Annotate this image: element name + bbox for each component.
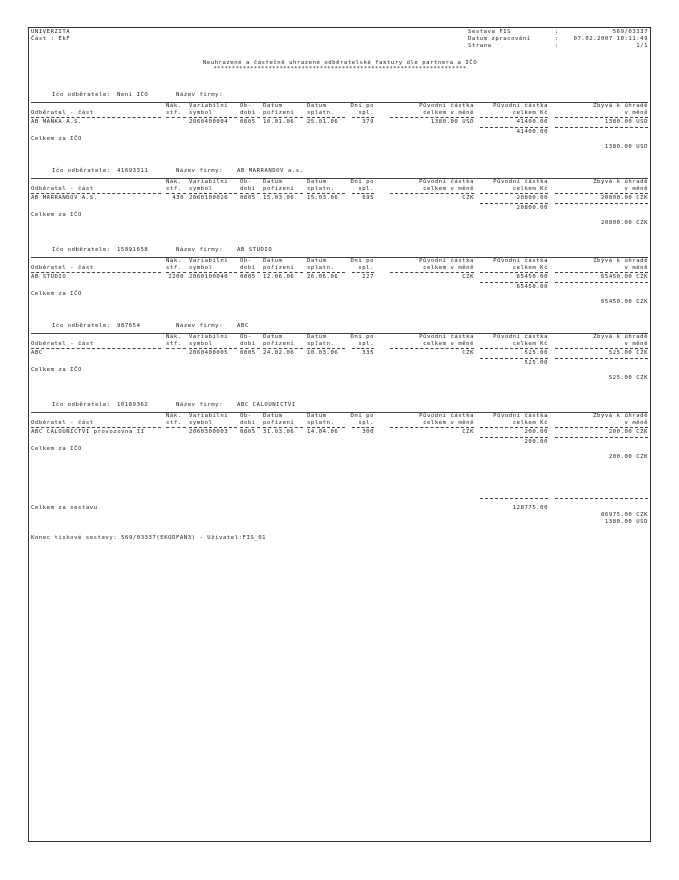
column-header-c7: spl. xyxy=(358,110,374,116)
column-header-c6: Datum xyxy=(307,334,327,340)
ico-value: Není IČO xyxy=(117,92,149,98)
header-underline xyxy=(263,348,303,349)
ico-label: Ičo odběratele: xyxy=(52,168,111,174)
ico-value: 10189362 xyxy=(117,402,149,408)
column-header-c9: Původní částka xyxy=(493,103,548,109)
table-cell-name: AB STUDIO xyxy=(31,274,67,280)
firm-value: ABC xyxy=(237,323,249,329)
subtotal-line-remain xyxy=(555,203,648,204)
ico-label: Ičo odběratele: xyxy=(52,323,111,329)
column-header-c9: celkem Kč xyxy=(512,341,548,347)
column-header-c7: Dní po xyxy=(350,258,374,264)
report-label: Sestava FIS xyxy=(468,29,512,35)
table-cell-poriz: 24.02.06 xyxy=(263,350,295,356)
firm-value: AB MARRANDOV a.s. xyxy=(237,168,304,174)
column-header-c10: v měně xyxy=(624,186,648,192)
column-header-c8: celkem v měně xyxy=(423,420,474,426)
table-cell-splat: 25.01.06 xyxy=(307,119,339,125)
column-header-c2: stř. xyxy=(166,110,182,116)
header-underline xyxy=(555,193,648,194)
table-cell-orig_cur: CZK xyxy=(462,350,474,356)
subtotal-line-remain xyxy=(555,127,648,128)
column-header-c1: Odběratel - část xyxy=(31,186,94,192)
table-cell-poriz: 12.06.06 xyxy=(263,274,295,280)
ico-value: 41693311 xyxy=(117,168,149,174)
table-cell-orig_cur: 1380.00 USD xyxy=(430,119,474,125)
subtotal-line xyxy=(480,358,548,359)
header-underline xyxy=(480,348,548,349)
header-underline xyxy=(31,117,161,118)
report-value: 569/03337 xyxy=(612,29,648,35)
firm-value: AB STUDIO xyxy=(237,247,273,253)
column-header-c5: pořízení xyxy=(263,186,295,192)
column-header-c8: Původní částka xyxy=(419,103,474,109)
column-header-c8: celkem v měně xyxy=(423,110,474,116)
column-header-c7: spl. xyxy=(358,341,374,347)
column-header-c10: Zbývá k úhradě xyxy=(593,413,648,419)
group-total-remain: 1380.00 USD xyxy=(604,144,648,150)
header-underline xyxy=(390,427,474,428)
ico-value: 987654 xyxy=(117,323,141,329)
column-header-c2: stř. xyxy=(166,265,182,271)
group-total-czk: 20800.00 xyxy=(516,205,548,211)
column-header-c5: Datum xyxy=(263,413,283,419)
column-header-c5: pořízení xyxy=(263,110,295,116)
column-header-c5: pořízení xyxy=(263,420,295,426)
column-header-c10: v měně xyxy=(624,110,648,116)
header-underline xyxy=(189,427,237,428)
header-underline xyxy=(263,117,303,118)
header-underline xyxy=(263,193,303,194)
grand-total-label: Celkem za sestavu xyxy=(31,505,98,511)
header-underline xyxy=(307,272,345,273)
header-underline xyxy=(240,193,260,194)
page-value: 1/1 xyxy=(636,43,648,49)
subtotal-line xyxy=(480,127,548,128)
table-cell-dni: 335 xyxy=(362,350,374,356)
table-cell-splat: 15.03.06 xyxy=(307,195,339,201)
header-underline xyxy=(555,427,648,428)
header-underline xyxy=(31,348,161,349)
table-cell-obd: 0805 xyxy=(240,274,256,280)
column-header-c7: Dní po xyxy=(350,103,374,109)
header-underline xyxy=(189,117,237,118)
table-cell-remain: 65450.00 CZK xyxy=(600,274,648,280)
column-header-c2: stř. xyxy=(166,186,182,192)
ico-value: 15891658 xyxy=(117,247,149,253)
table-cell-splat: 10.03.06 xyxy=(307,350,339,356)
column-header-c4: dobí xyxy=(240,186,256,192)
column-header-c6: splatn. xyxy=(307,420,335,426)
report-title-underline: ********************************************************************* xyxy=(213,66,467,72)
column-header-c9: celkem Kč xyxy=(512,265,548,271)
header-underline xyxy=(480,193,548,194)
column-header-c4: Ob- xyxy=(240,334,252,340)
header-underline xyxy=(352,193,374,194)
column-header-c2: stř. xyxy=(166,341,182,347)
header-underline xyxy=(390,117,474,118)
column-header-c8: celkem v měně xyxy=(423,186,474,192)
column-header-c6: Datum xyxy=(307,179,327,185)
header-underline xyxy=(166,117,186,118)
page-label: Strana xyxy=(468,43,492,49)
table-cell-name: AB MANKA A.S. xyxy=(31,119,82,125)
column-header-c4: dobí xyxy=(240,420,256,426)
firm-label: Název firmy: xyxy=(176,323,224,329)
table-cell-vs: 2060100026 xyxy=(189,195,229,201)
column-header-c2: Nák. xyxy=(166,103,182,109)
column-header-c2: Nák. xyxy=(166,334,182,340)
grand-total-remain-usd: 1380.00 USD xyxy=(604,519,648,525)
table-cell-name: ABC CALOUNICTVI provozovna II xyxy=(31,429,145,435)
table-cell-obd: 0805 xyxy=(240,195,256,201)
header-underline xyxy=(390,272,474,273)
column-header-c8: Původní částka xyxy=(419,413,474,419)
header-underline xyxy=(189,193,237,194)
column-header-c9: celkem Kč xyxy=(512,186,548,192)
header-underline xyxy=(480,272,548,273)
column-header-c10: v měně xyxy=(624,341,648,347)
table-cell-dni: 695 xyxy=(362,195,374,201)
column-header-c10: Zbývá k úhradě xyxy=(593,179,648,185)
date-label: Datum zpracování xyxy=(468,36,531,42)
column-header-c3: symbol xyxy=(189,341,213,347)
table-cell-vs: 2060400004 xyxy=(189,119,229,125)
table-cell-orig_cur: CZK xyxy=(462,429,474,435)
column-header-c4: Ob- xyxy=(240,179,252,185)
table-cell-obd: 0805 xyxy=(240,350,256,356)
group-total-czk: 65450.00 xyxy=(516,284,548,290)
table-cell-orig_czk: 20800.00 xyxy=(516,195,548,201)
table-cell-str: 430 xyxy=(172,195,184,201)
report-footer: Konec tiskové sestavy: 569/03337(EKODFAN3) - Uživatel:FIS_01 xyxy=(31,535,267,541)
column-header-c3: Variabilní xyxy=(189,103,229,109)
column-header-c7: Dní po xyxy=(350,413,374,419)
column-header-c7: Dní po xyxy=(350,334,374,340)
column-header-c10: Zbývá k úhradě xyxy=(593,103,648,109)
group-total-remain: 200.00 CZK xyxy=(608,454,648,460)
group-total-czk: 200.00 xyxy=(524,439,548,445)
table-cell-poriz: 10.01.06 xyxy=(263,119,295,125)
column-header-c5: Datum xyxy=(263,103,283,109)
column-header-c3: symbol xyxy=(189,186,213,192)
group-total-label: Celkem za IČO xyxy=(31,291,82,297)
column-header-c2: Nák. xyxy=(166,258,182,264)
header-underline xyxy=(166,272,186,273)
table-cell-name: ABC xyxy=(31,350,43,356)
table-cell-vs: 2060400005 xyxy=(189,350,229,356)
table-cell-dni: 379 xyxy=(362,119,374,125)
header-underline xyxy=(189,348,237,349)
column-header-c1: Odběratel - část xyxy=(31,341,94,347)
header-underline xyxy=(352,272,374,273)
header-underline xyxy=(31,272,161,273)
column-header-c10: v měně xyxy=(624,420,648,426)
header-underline xyxy=(307,348,345,349)
column-header-c8: Původní částka xyxy=(419,334,474,340)
column-header-c2: Nák. xyxy=(166,179,182,185)
org-name: UNIVERZITA xyxy=(31,29,71,35)
grand-total-remain-czk: 86975.00 CZK xyxy=(600,512,648,518)
column-header-c4: Ob- xyxy=(240,258,252,264)
column-header-c6: splatn. xyxy=(307,341,335,347)
table-cell-poriz: 31.03.06 xyxy=(263,429,295,435)
table-cell-remain: 525.00 CZK xyxy=(608,350,648,356)
firm-label: Název firmy: xyxy=(176,247,224,253)
column-header-c3: Variabilní xyxy=(189,258,229,264)
org-part: Část : EkF xyxy=(31,36,71,42)
ico-label: Ičo odběratele: xyxy=(52,92,111,98)
firm-label: Název firmy: xyxy=(176,168,224,174)
table-cell-orig_cur: CZK xyxy=(462,274,474,280)
column-header-c4: Ob- xyxy=(240,103,252,109)
column-header-c3: symbol xyxy=(189,420,213,426)
table-cell-splat: 14.04.06 xyxy=(307,429,339,435)
column-header-c7: spl. xyxy=(358,420,374,426)
ico-label: Ičo odběratele: xyxy=(52,402,111,408)
subtotal-line xyxy=(480,437,548,438)
header-underline xyxy=(31,193,161,194)
column-header-c5: pořízení xyxy=(263,265,295,271)
column-header-c3: symbol xyxy=(189,265,213,271)
table-cell-dni: 227 xyxy=(362,274,374,280)
group-total-czk: 41400.00 xyxy=(516,129,548,135)
column-header-c10: v měně xyxy=(624,265,648,271)
table-cell-obd: 0805 xyxy=(240,429,256,435)
table-cell-remain: 200.00 CZK xyxy=(608,429,648,435)
column-header-c6: splatn. xyxy=(307,186,335,192)
header-underline xyxy=(166,193,186,194)
column-header-c5: pořízení xyxy=(263,341,295,347)
column-header-c4: dobí xyxy=(240,110,256,116)
group-total-label: Celkem za IČO xyxy=(31,446,82,452)
subtotal-line-remain xyxy=(555,358,648,359)
header-underline xyxy=(555,117,648,118)
column-header-c9: Původní částka xyxy=(493,334,548,340)
header-underline xyxy=(263,427,303,428)
group-total-czk: 525.00 xyxy=(524,360,548,366)
column-header-c1: Odběratel - část xyxy=(31,420,94,426)
table-cell-splat: 26.06.06 xyxy=(307,274,339,280)
table-cell-obd: 0805 xyxy=(240,119,256,125)
column-header-c8: celkem v měně xyxy=(423,341,474,347)
header-underline xyxy=(555,348,648,349)
header-underline xyxy=(352,117,374,118)
header-underline xyxy=(166,427,186,428)
column-header-c7: spl. xyxy=(358,186,374,192)
header-underline xyxy=(189,272,237,273)
grand-total-line-remain xyxy=(555,498,648,499)
subtotal-line xyxy=(480,203,548,204)
header-underline xyxy=(166,348,186,349)
table-cell-orig_czk: 200.00 xyxy=(524,429,548,435)
column-header-c9: Původní částka xyxy=(493,258,548,264)
column-header-c6: Datum xyxy=(307,103,327,109)
header-underline xyxy=(352,348,374,349)
column-header-c1: Odběratel - část xyxy=(31,265,94,271)
column-header-c1: Odběratel - část xyxy=(31,110,94,116)
subtotal-line-remain xyxy=(555,437,648,438)
report-colon: : xyxy=(555,29,559,35)
firm-label: Název firmy: xyxy=(176,402,224,408)
column-header-c10: Zbývá k úhradě xyxy=(593,258,648,264)
column-header-c8: Původní částka xyxy=(419,258,474,264)
column-header-c9: celkem Kč xyxy=(512,420,548,426)
table-cell-str: 2200 xyxy=(168,274,184,280)
column-header-c7: spl. xyxy=(358,265,374,271)
header-underline xyxy=(31,427,161,428)
header-underline xyxy=(240,117,260,118)
header-underline xyxy=(240,348,260,349)
header-underline xyxy=(307,193,345,194)
column-header-c9: celkem Kč xyxy=(512,110,548,116)
header-underline xyxy=(480,427,548,428)
header-underline xyxy=(480,117,548,118)
page-colon: : xyxy=(555,43,559,49)
header-underline xyxy=(240,427,260,428)
header-underline xyxy=(390,348,474,349)
group-total-remain: 525.00 CZK xyxy=(608,375,648,381)
column-header-c3: symbol xyxy=(189,110,213,116)
column-header-c6: splatn. xyxy=(307,110,335,116)
header-underline xyxy=(390,193,474,194)
column-header-c4: dobí xyxy=(240,341,256,347)
grand-total-line xyxy=(480,498,548,499)
header-underline xyxy=(555,272,648,273)
group-total-label: Celkem za IČO xyxy=(31,212,82,218)
column-header-c2: stř. xyxy=(166,420,182,426)
column-header-c3: Variabilní xyxy=(189,413,229,419)
group-total-remain: 65450.00 CZK xyxy=(600,299,648,305)
column-header-c6: Datum xyxy=(307,413,327,419)
group-total-label: Celkem za IČO xyxy=(31,136,82,142)
report-title: Neuhrazené a částečně uhrazené odběratelské faktury dle partnera a IČO xyxy=(202,60,478,66)
column-header-c6: splatn. xyxy=(307,265,335,271)
column-header-c9: Původní částka xyxy=(493,413,548,419)
ico-label: Ičo odběratele: xyxy=(52,247,111,253)
column-header-c6: Datum xyxy=(307,258,327,264)
table-cell-poriz: 15.03.06 xyxy=(263,195,295,201)
group-total-label: Celkem za IČO xyxy=(31,367,82,373)
table-cell-remain: 20800.00 CZK xyxy=(600,195,648,201)
firm-value: ABC CALOUNICTVI xyxy=(237,402,296,408)
column-header-c8: Původní částka xyxy=(419,179,474,185)
group-total-remain: 20800.00 CZK xyxy=(600,220,648,226)
header-underline xyxy=(352,427,374,428)
header-underline xyxy=(240,272,260,273)
column-header-c4: Ob- xyxy=(240,413,252,419)
column-header-c10: Zbývá k úhradě xyxy=(593,334,648,340)
table-cell-name: AB MARRANDOV A.S. xyxy=(31,195,98,201)
column-header-c8: celkem v měně xyxy=(423,265,474,271)
header-underline xyxy=(307,427,345,428)
firm-label: Název firmy: xyxy=(176,92,224,98)
column-header-c3: Variabilní xyxy=(189,179,229,185)
date-value: 07.02.2007 10:11:49 xyxy=(573,36,648,42)
table-cell-orig_czk: 41400.00 xyxy=(516,119,548,125)
column-header-c5: Datum xyxy=(263,179,283,185)
table-cell-vs: 2060300003 xyxy=(189,429,229,435)
table-cell-dni: 300 xyxy=(362,429,374,435)
column-header-c5: Datum xyxy=(263,334,283,340)
table-cell-orig_cur: CZK xyxy=(462,195,474,201)
table-cell-vs: 2060100040 xyxy=(189,274,229,280)
column-header-c2: Nák. xyxy=(166,413,182,419)
grand-total-czk: 128775.00 xyxy=(512,505,548,511)
header-underline xyxy=(263,272,303,273)
table-cell-orig_czk: 65450.00 xyxy=(516,274,548,280)
column-header-c3: Variabilní xyxy=(189,334,229,340)
table-cell-orig_czk: 525.00 xyxy=(524,350,548,356)
column-header-c5: Datum xyxy=(263,258,283,264)
column-header-c7: Dní po xyxy=(350,179,374,185)
header-underline xyxy=(307,117,345,118)
column-header-c4: dobí xyxy=(240,265,256,271)
table-cell-remain: 1380.00 USD xyxy=(604,119,648,125)
subtotal-line-remain xyxy=(555,282,648,283)
subtotal-line xyxy=(480,282,548,283)
date-colon: : xyxy=(555,36,559,42)
column-header-c9: Původní částka xyxy=(493,179,548,185)
